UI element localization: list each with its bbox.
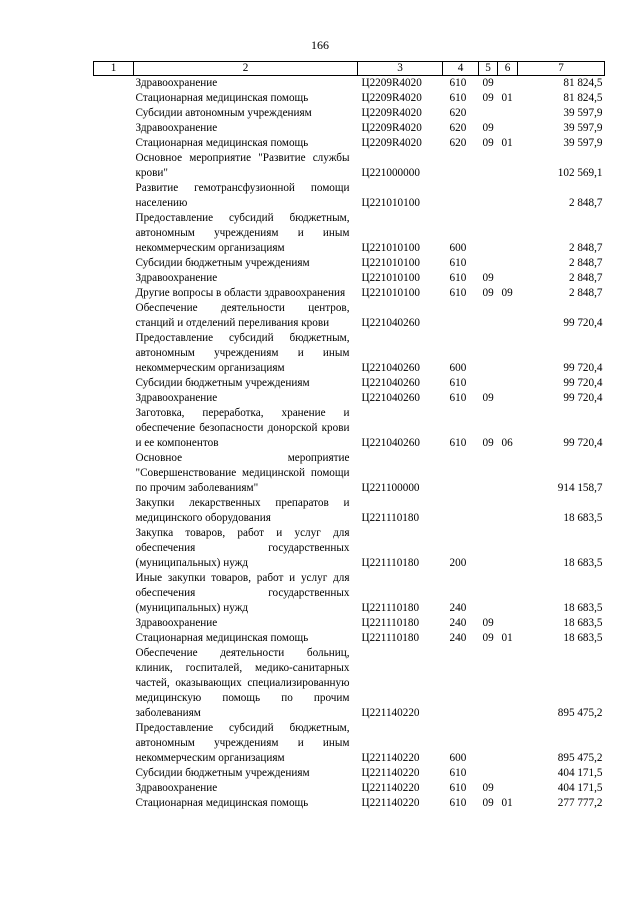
table-row xyxy=(94,91,605,106)
target-article-code: Ц221010100 xyxy=(361,287,420,299)
table-row xyxy=(94,76,605,92)
expense-type-code: 610 xyxy=(449,392,467,404)
empty-cell xyxy=(94,181,134,211)
expense-type-code xyxy=(443,496,479,526)
row-name: Здравоохранение xyxy=(135,77,218,89)
row-name: Стационарная медицинская помощь xyxy=(135,632,309,644)
amount: 81 824,5 xyxy=(563,92,603,104)
expense-type-code xyxy=(443,301,479,331)
section-code xyxy=(479,106,498,121)
page-number: 166 xyxy=(311,38,329,52)
empty-cell xyxy=(94,451,134,496)
expense-type-code: 610 xyxy=(449,272,467,284)
row-name: Основное мероприятие "Развитие службы крови" xyxy=(135,152,350,179)
amount: 404 171,5 xyxy=(557,782,603,794)
subsection-code xyxy=(498,451,518,496)
section-code xyxy=(479,496,498,526)
amount: 895 475,2 xyxy=(557,707,603,719)
target-article-code: Ц221040260 xyxy=(361,437,420,449)
empty-cell xyxy=(94,271,134,286)
table-row xyxy=(94,376,605,391)
subsection-code xyxy=(498,391,518,406)
empty-cell xyxy=(94,406,134,451)
empty-cell xyxy=(94,256,134,271)
subsection-code: 01 xyxy=(501,632,513,644)
subsection-code xyxy=(498,721,518,766)
target-article-code: Ц221110180 xyxy=(361,632,420,644)
expense-type-code: 600 xyxy=(449,362,467,374)
expense-type-code: 240 xyxy=(449,617,467,629)
table-row xyxy=(94,271,605,286)
empty-cell xyxy=(94,646,134,721)
empty-cell xyxy=(94,76,134,92)
target-article-code: Ц221040260 xyxy=(361,377,420,389)
expense-type-code: 240 xyxy=(449,602,467,614)
table-row xyxy=(94,631,605,646)
table-row xyxy=(94,781,605,796)
col-header-5: 5 xyxy=(479,62,498,76)
target-article-code: Ц221110180 xyxy=(361,617,420,629)
section-code: 09 xyxy=(482,632,494,644)
row-name: Развитие гемотрансфузионной помощи населению xyxy=(135,182,350,209)
row-name: Иные закупки товаров, работ и услуг для обеспечения государственных (муниципальных) нужд xyxy=(135,572,350,614)
subsection-code xyxy=(498,496,518,526)
empty-cell xyxy=(94,331,134,376)
table-row xyxy=(94,181,605,211)
amount: 99 720,4 xyxy=(563,392,603,404)
target-article-code: Ц221140220 xyxy=(361,782,420,794)
section-code: 09 xyxy=(482,437,494,449)
empty-cell xyxy=(94,151,134,181)
amount: 914 158,7 xyxy=(557,482,603,494)
subsection-code xyxy=(498,526,518,571)
row-name: Основное мероприятие "Совершенствование медицинской помощи по прочим заболеваниям" xyxy=(135,452,350,494)
budget-table xyxy=(93,61,605,811)
section-code: 09 xyxy=(482,272,494,284)
amount: 18 683,5 xyxy=(563,557,603,569)
amount: 18 683,5 xyxy=(563,632,603,644)
expense-type-code: 620 xyxy=(449,107,467,119)
subsection-code xyxy=(498,181,518,211)
empty-cell xyxy=(94,106,134,121)
section-code xyxy=(479,151,498,181)
section-code xyxy=(479,211,498,256)
row-name: Заготовка, переработка, хранение и обеспечение безопасности донорской крови и ее компонентов xyxy=(135,407,350,449)
amount: 18 683,5 xyxy=(563,512,603,524)
table-row xyxy=(94,151,605,181)
table-row xyxy=(94,106,605,121)
row-name: Здравоохранение xyxy=(135,392,218,404)
col-header-3: 3 xyxy=(358,62,443,76)
table-row xyxy=(94,526,605,571)
amount: 404 171,5 xyxy=(557,767,603,779)
section-code xyxy=(479,376,498,391)
col-header-4: 4 xyxy=(443,62,479,76)
table-row xyxy=(94,391,605,406)
table-row xyxy=(94,406,605,451)
section-code xyxy=(479,256,498,271)
expense-type-code: 610 xyxy=(449,92,467,104)
table-row xyxy=(94,136,605,151)
target-article-code: Ц221010100 xyxy=(361,272,420,284)
empty-cell xyxy=(94,496,134,526)
section-code: 09 xyxy=(482,137,494,149)
table-row xyxy=(94,301,605,331)
target-article-code: Ц2209R4020 xyxy=(361,122,422,134)
empty-cell xyxy=(94,526,134,571)
table-row xyxy=(94,331,605,376)
section-code: 09 xyxy=(482,122,494,134)
amount: 2 848,7 xyxy=(568,242,603,254)
subsection-code xyxy=(498,376,518,391)
amount: 39 597,9 xyxy=(563,137,603,149)
row-name: Стационарная медицинская помощь xyxy=(135,137,309,149)
amount: 277 777,2 xyxy=(557,797,603,809)
expense-type-code: 600 xyxy=(449,752,467,764)
section-code xyxy=(479,331,498,376)
section-code xyxy=(479,646,498,721)
subsection-code xyxy=(498,646,518,721)
empty-cell xyxy=(94,121,134,136)
subsection-code xyxy=(498,331,518,376)
table-row xyxy=(94,496,605,526)
section-code xyxy=(479,301,498,331)
subsection-code: 01 xyxy=(501,137,513,149)
empty-cell xyxy=(94,766,134,781)
target-article-code: Ц221140220 xyxy=(361,767,420,779)
row-name: Здравоохранение xyxy=(135,617,218,629)
row-name: Здравоохранение xyxy=(135,272,218,284)
section-code: 09 xyxy=(482,92,494,104)
row-name: Предоставление субсидий бюджетным, автономным учреждениям и иным некоммерческим организациям xyxy=(135,722,350,764)
subsection-code xyxy=(498,781,518,796)
section-code: 09 xyxy=(482,797,494,809)
section-code: 09 xyxy=(482,782,494,794)
subsection-code xyxy=(498,76,518,92)
amount: 2 848,7 xyxy=(568,272,603,284)
target-article-code: Ц221110180 xyxy=(361,512,420,524)
target-article-code: Ц221040260 xyxy=(361,362,420,374)
empty-cell xyxy=(94,211,134,256)
target-article-code: Ц221040260 xyxy=(361,392,420,404)
section-code xyxy=(479,181,498,211)
table-row xyxy=(94,646,605,721)
target-article-code: Ц2209R4020 xyxy=(361,77,422,89)
expense-type-code xyxy=(443,451,479,496)
empty-cell xyxy=(94,781,134,796)
col-header-7: 7 xyxy=(518,62,605,76)
subsection-code: 01 xyxy=(501,797,513,809)
expense-type-code xyxy=(443,181,479,211)
row-name: Здравоохранение xyxy=(135,122,218,134)
expense-type-code: 620 xyxy=(449,122,467,134)
empty-cell xyxy=(94,631,134,646)
expense-type-code: 610 xyxy=(449,287,467,299)
row-name: Стационарная медицинская помощь xyxy=(135,797,309,809)
subsection-code xyxy=(498,106,518,121)
expense-type-code: 610 xyxy=(449,437,467,449)
expense-type-code xyxy=(443,646,479,721)
subsection-code xyxy=(498,256,518,271)
amount: 18 683,5 xyxy=(563,617,603,629)
table-row xyxy=(94,766,605,781)
amount: 2 848,7 xyxy=(568,197,603,209)
table-body xyxy=(94,76,605,812)
subsection-code xyxy=(498,271,518,286)
row-name: Субсидии автономным учреждениям xyxy=(135,107,312,119)
table-row xyxy=(94,211,605,256)
target-article-code: Ц221010100 xyxy=(361,242,420,254)
amount: 895 475,2 xyxy=(557,752,603,764)
target-article-code: Ц221110180 xyxy=(361,557,420,569)
row-name: Другие вопросы в области здравоохранения xyxy=(135,287,346,299)
target-article-code: Ц221040260 xyxy=(361,317,420,329)
subsection-code: 06 xyxy=(501,437,513,449)
empty-cell xyxy=(94,721,134,766)
section-code: 09 xyxy=(482,617,494,629)
section-code: 09 xyxy=(482,287,494,299)
table-row xyxy=(94,286,605,301)
amount: 81 824,5 xyxy=(563,77,603,89)
row-name: Субсидии бюджетным учреждениям xyxy=(135,257,310,269)
expense-type-code: 610 xyxy=(449,782,467,794)
subsection-code xyxy=(498,301,518,331)
target-article-code: Ц221140220 xyxy=(361,752,420,764)
table-row xyxy=(94,451,605,496)
subsection-code xyxy=(498,571,518,616)
target-article-code: Ц221010100 xyxy=(361,257,420,269)
amount: 39 597,9 xyxy=(563,122,603,134)
expense-type-code: 240 xyxy=(449,632,467,644)
row-name: Закупка товаров, работ и услуг для обеспечения государственных (муниципальных) нужд xyxy=(135,527,350,569)
empty-cell xyxy=(94,391,134,406)
col-header-1: 1 xyxy=(94,62,134,76)
section-code: 09 xyxy=(482,392,494,404)
empty-cell xyxy=(94,796,134,811)
section-code xyxy=(479,571,498,616)
empty-cell xyxy=(94,136,134,151)
amount: 18 683,5 xyxy=(563,602,603,614)
empty-cell xyxy=(94,301,134,331)
target-article-code: Ц221010100 xyxy=(361,197,420,209)
amount: 102 569,1 xyxy=(557,167,603,179)
expense-type-code: 620 xyxy=(449,137,467,149)
row-name: Обеспечение деятельности центров, станций и отделений переливания крови xyxy=(135,302,350,329)
table-row xyxy=(94,796,605,811)
header-row xyxy=(94,62,605,76)
section-code xyxy=(479,451,498,496)
expense-type-code: 610 xyxy=(449,257,467,269)
section-code xyxy=(479,526,498,571)
target-article-code: Ц221140220 xyxy=(361,707,420,719)
amount: 2 848,7 xyxy=(568,287,603,299)
empty-cell xyxy=(94,286,134,301)
expense-type-code xyxy=(443,151,479,181)
expense-type-code: 600 xyxy=(449,242,467,254)
table-row xyxy=(94,571,605,616)
amount: 99 720,4 xyxy=(563,362,603,374)
table-row xyxy=(94,616,605,631)
row-name: Предоставление субсидий бюджетным, автономным учреждениям и иным некоммерческим организациям xyxy=(135,332,350,374)
target-article-code: Ц2209R4020 xyxy=(361,107,422,119)
subsection-code xyxy=(498,211,518,256)
row-name: Субсидии бюджетным учреждениям xyxy=(135,767,310,779)
amount: 39 597,9 xyxy=(563,107,603,119)
row-name: Обеспечение деятельности больниц, клиник, госпиталей, медико-санитарных частей, оказывающих специализированную медицинскую помощь по прочим заболеваниям xyxy=(135,647,350,719)
expense-type-code: 200 xyxy=(449,557,467,569)
target-article-code: Ц221110180 xyxy=(361,602,420,614)
subsection-code xyxy=(498,151,518,181)
row-name: Стационарная медицинская помощь xyxy=(135,92,309,104)
expense-type-code: 610 xyxy=(449,377,467,389)
empty-cell xyxy=(94,91,134,106)
table-row xyxy=(94,121,605,136)
row-name: Предоставление субсидий бюджетным, автономным учреждениям и иным некоммерческим организациям xyxy=(135,212,350,254)
section-code: 09 xyxy=(482,77,494,89)
empty-cell xyxy=(94,571,134,616)
subsection-code: 09 xyxy=(501,287,513,299)
col-header-6: 6 xyxy=(498,62,518,76)
subsection-code xyxy=(498,616,518,631)
amount: 2 848,7 xyxy=(568,257,603,269)
target-article-code: Ц221000000 xyxy=(361,167,420,179)
empty-cell xyxy=(94,616,134,631)
row-name: Здравоохранение xyxy=(135,782,218,794)
table-row xyxy=(94,256,605,271)
amount: 99 720,4 xyxy=(563,317,603,329)
subsection-code: 01 xyxy=(501,92,513,104)
amount: 99 720,4 xyxy=(563,377,603,389)
target-article-code: Ц2209R4020 xyxy=(361,137,422,149)
empty-cell xyxy=(94,376,134,391)
expense-type-code: 610 xyxy=(449,797,467,809)
row-name: Закупки лекарственных препаратов и медицинского оборудования xyxy=(135,497,350,524)
subsection-code xyxy=(498,121,518,136)
target-article-code: Ц2209R4020 xyxy=(361,92,422,104)
col-header-2: 2 xyxy=(134,62,358,76)
row-name: Субсидии бюджетным учреждениям xyxy=(135,377,310,389)
section-code xyxy=(479,721,498,766)
subsection-code xyxy=(498,766,518,781)
amount: 99 720,4 xyxy=(563,437,603,449)
target-article-code: Ц221140220 xyxy=(361,797,420,809)
expense-type-code: 610 xyxy=(449,77,467,89)
expense-type-code: 610 xyxy=(449,767,467,779)
table-row xyxy=(94,721,605,766)
section-code xyxy=(479,766,498,781)
target-article-code: Ц221100000 xyxy=(361,482,420,494)
